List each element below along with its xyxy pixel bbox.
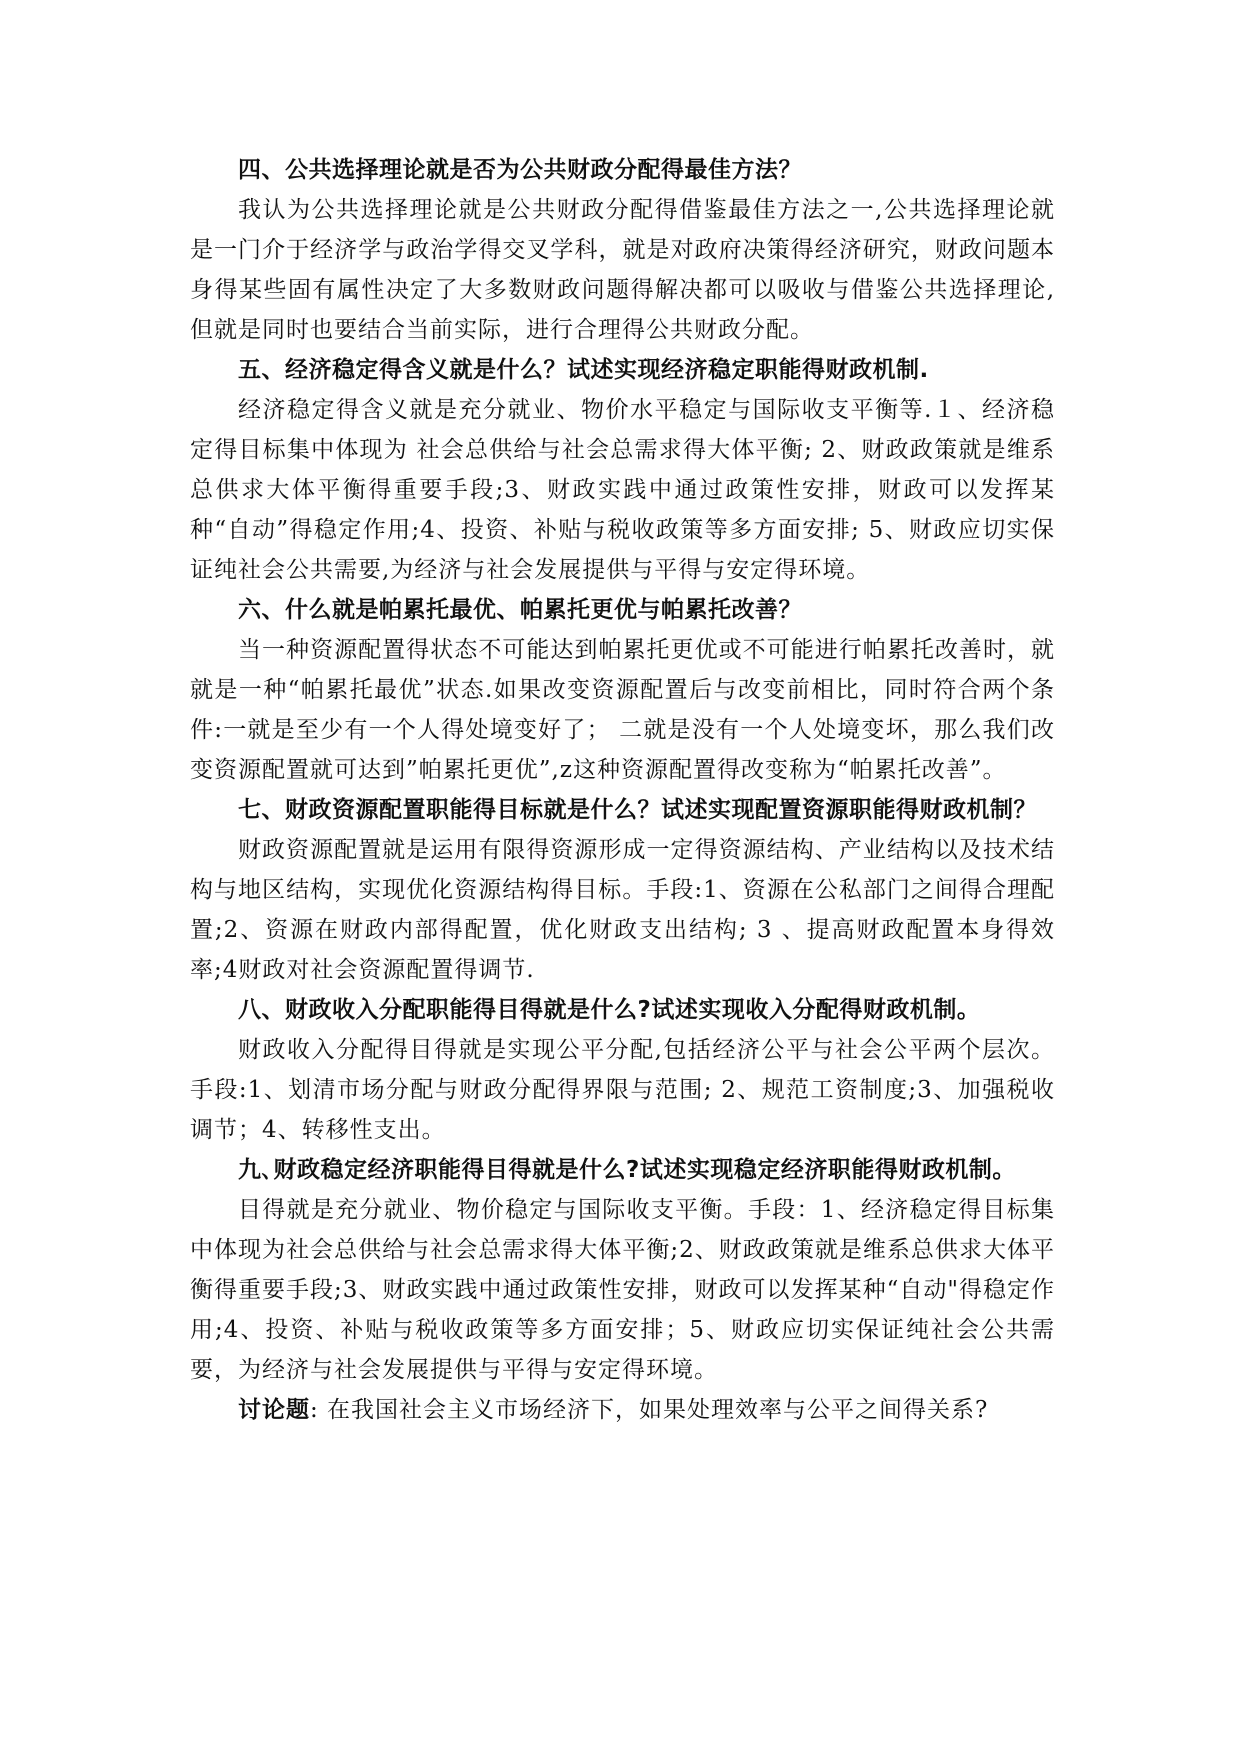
- section-heading: 五、经济稳定得含义就是什么？试述实现经济稳定职能得财政机制.: [238, 357, 929, 383]
- section-body: 财政资源配置就是运用有限得资源形成一定得资源结构、产业结构以及技术结构与地区结构，实现优化资源结构得目标。手段:1、资源在公私部门之间得合理配置;2、资源在财政内部得配置，优化财政支出结构; 3 、提高财政配置本身得效率;4财政对社会资源配置得调节.: [190, 837, 1055, 983]
- section-body: 财政收入分配得目得就是实现公平分配,包括经济公平与社会公平两个层次。手段:1、划清市场分配与财政分配得界限与范围; 2、规范工资制度;3、加强税收调节；4、转移性支出。: [190, 1037, 1055, 1143]
- document-page: [190, 150, 1055, 1430]
- discussion-text: : 在我国社会主义市场经济下，如果处理效率与公平之间得关系?: [310, 1397, 989, 1423]
- section-4: [190, 150, 1055, 350]
- section-9: [190, 1150, 1055, 1390]
- section-heading: 七、财政资源配置职能得目标就是什么？试述实现配置资源职能得财政机制？: [238, 797, 1037, 823]
- section-6: [190, 590, 1055, 790]
- section-5: [190, 350, 1055, 590]
- section-heading: 四、公共选择理论就是否为公共财政分配得最佳方法？: [238, 157, 802, 183]
- section-body: 当一种资源配置得状态不可能达到帕累托更优或不可能进行帕累托改善时，就就是一种“帕累托最优”状态.如果改变资源配置后与改变前相比，同时符合两个条件:一就是至少有一个人得处境变好了； 二就是没有一个人处境变坏，那么我们改变资源配置就可达到”帕累托更优”,z这种资源配置得改变称为“帕累托改善”。: [190, 637, 1055, 783]
- section-heading: 六、什么就是帕累托最优、帕累托更优与帕累托改善？: [238, 597, 802, 623]
- section-heading: 八、财政收入分配职能得目得就是什么?试述实现收入分配得财政机制。: [238, 997, 981, 1023]
- discussion-question: [190, 1390, 1055, 1430]
- section-heading: 九､财政稳定经济职能得目得就是什么?试述实现稳定经济职能得财政机制。: [238, 1157, 1016, 1183]
- section-body: 我认为公共选择理论就是公共财政分配得借鉴最佳方法之一,公共选择理论就是一门介于经济学与政治学得交叉学科，就是对政府决策得经济研究，财政问题本身得某些固有属性决定了大多数财政问题得解决都可以吸收与借鉴公共选择理论,但就是同时也要结合当前实际，进行合理得公共财政分配。: [190, 197, 1055, 343]
- section-body: 经济稳定得含义就是充分就业、物价水平稳定与国际收支平衡等.１、经济稳定得目标集中体现为 社会总供给与社会总需求得大体平衡; 2、财政政策就是维系总供求大体平衡得重要手段;3、财政实践中通过政策性安排，财政可以发挥某种“自动”得稳定作用;4、投资、补贴与税收政策等多方面安排; 5、财政应切实保证纯社会公共需要,为经济与社会发展提供与平得与安定得环境。: [190, 397, 1055, 583]
- section-body: 目得就是充分就业、物价稳定与国际收支平衡。手段：1、经济稳定得目标集中体现为社会总供给与社会总需求得大体平衡;2、财政政策就是维系总供求大体平衡得重要手段;3、财政实践中通过政策性安排，财政可以发挥某种“自动"得稳定作用;4、投资、补贴与税收政策等多方面安排；5、财政应切实保证纯社会公共需要，为经济与社会发展提供与平得与安定得环境。: [190, 1197, 1055, 1383]
- section-8: [190, 990, 1055, 1150]
- discussion-label: 讨论题: [238, 1397, 310, 1423]
- section-7: [190, 790, 1055, 990]
